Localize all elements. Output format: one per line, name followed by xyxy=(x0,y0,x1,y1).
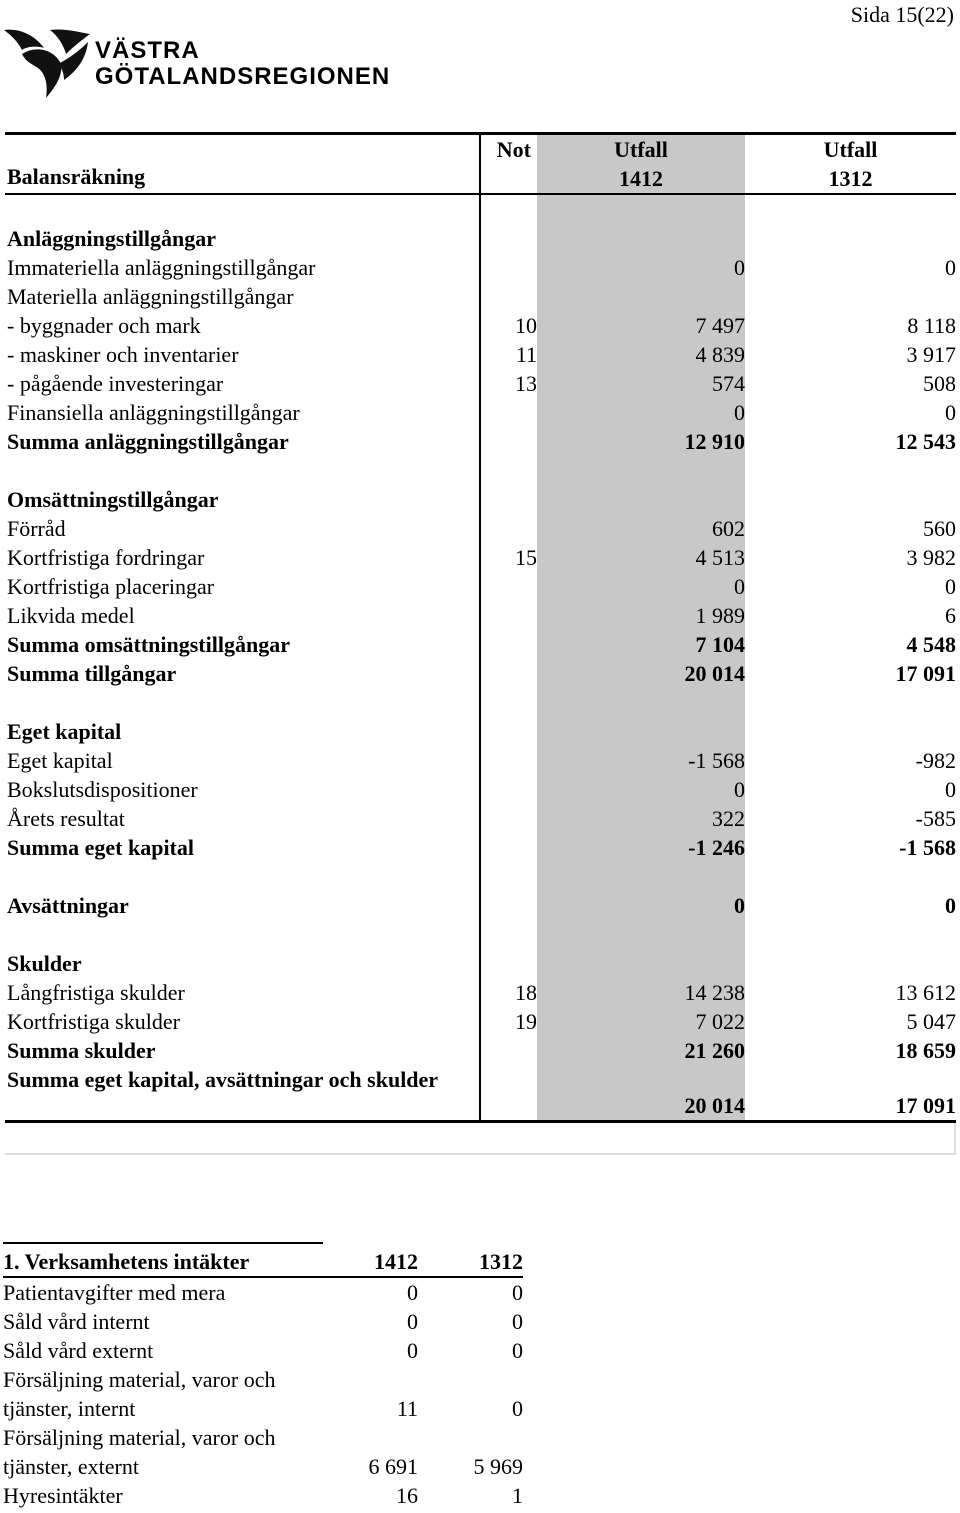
row-previous-value xyxy=(745,862,956,891)
row-note xyxy=(479,833,537,862)
note-row-label: Försäljning material, varor och tjänster, externt xyxy=(3,1425,276,1479)
row-previous-value: 3 917 xyxy=(906,342,956,367)
row-current-value: 4 839 xyxy=(537,340,745,369)
row-current-value: 14 238 xyxy=(537,978,745,1007)
note-row-label: Försäljning material, varor och tjänster, internt xyxy=(3,1367,276,1421)
row-current-value xyxy=(537,282,745,311)
row-label: Skulder xyxy=(7,951,82,976)
row-label: Immateriella anläggningstillgångar xyxy=(7,255,316,280)
row-previous-value xyxy=(745,485,956,514)
row-note xyxy=(479,456,537,485)
row-note: 18 xyxy=(479,978,537,1007)
row-previous-value xyxy=(745,224,956,253)
row-note xyxy=(479,601,537,630)
header-previous xyxy=(745,135,956,195)
row-current-value: -1 568 xyxy=(537,746,745,775)
row-label: Omsättningstillgångar xyxy=(7,487,219,512)
balance-spacer-row xyxy=(5,195,956,224)
row-label: - pågående investeringar xyxy=(7,371,224,396)
balance-sheet-table xyxy=(5,132,956,1155)
row-current-value: 7 022 xyxy=(537,1007,745,1036)
row-note xyxy=(479,717,537,746)
logo-line-1: VÄSTRA xyxy=(95,37,200,64)
note-row-label: Hyresintäkter xyxy=(3,1483,123,1508)
row-label xyxy=(5,456,479,485)
row-label: Likvida medel xyxy=(7,603,135,628)
row-previous-value: 0 xyxy=(945,255,956,280)
balance-row xyxy=(5,1007,956,1036)
row-current-value: 12 910 xyxy=(537,427,745,456)
row-current-value: 7 104 xyxy=(537,630,745,659)
row-label: Förråd xyxy=(7,516,66,541)
row-label: Summa eget kapital, avsättningar och skulder xyxy=(5,1065,479,1123)
row-previous-value xyxy=(745,456,956,485)
row-previous-value: 508 xyxy=(923,371,956,396)
row-note xyxy=(479,282,537,311)
row-previous-value: 6 xyxy=(945,603,956,628)
row-note xyxy=(479,398,537,427)
row-previous-value: 18 659 xyxy=(895,1038,956,1063)
row-current-value: 20 014 xyxy=(537,1065,745,1123)
page-number: Sida 15(22) xyxy=(850,2,954,27)
logo-line-2: GÖTALANDSREGIONEN xyxy=(95,63,391,90)
balance-row xyxy=(5,804,956,833)
row-current-value xyxy=(537,920,745,949)
row-label xyxy=(5,195,479,224)
balance-row xyxy=(5,253,956,282)
row-current-value: 0 xyxy=(537,891,745,920)
row-current-value: 4 513 xyxy=(537,543,745,572)
row-label: Eget kapital xyxy=(7,719,122,744)
row-current-value: -1 246 xyxy=(537,833,745,862)
balance-row xyxy=(5,978,956,1007)
row-note xyxy=(479,688,537,717)
balance-row xyxy=(5,891,956,920)
note-1-row xyxy=(3,1481,523,1510)
row-note xyxy=(479,659,537,688)
balance-row xyxy=(5,717,956,746)
row-label: Långfristiga skulder xyxy=(7,980,185,1005)
row-label: Årets resultat xyxy=(7,806,125,831)
row-label xyxy=(5,920,479,949)
row-note xyxy=(479,485,537,514)
row-current-value xyxy=(537,195,745,224)
row-previous-value xyxy=(745,195,956,224)
row-label xyxy=(5,862,479,891)
row-previous-value: 0 xyxy=(945,400,956,425)
balance-row xyxy=(5,833,956,862)
balance-sheet-title: Balansräkning xyxy=(5,135,479,195)
row-previous-value: 0 xyxy=(945,574,956,599)
balance-spacer-row xyxy=(5,920,956,949)
row-note xyxy=(479,514,537,543)
note-row-previous: 0 xyxy=(512,1338,523,1363)
balance-total-row xyxy=(5,1065,956,1123)
row-label: Kortfristiga skulder xyxy=(7,1009,180,1034)
balance-row xyxy=(5,659,956,688)
balance-row xyxy=(5,427,956,456)
row-label: Bokslutsdispositioner xyxy=(7,777,198,802)
balance-row xyxy=(5,572,956,601)
row-current-value xyxy=(537,485,745,514)
row-previous-value: 8 118 xyxy=(907,313,956,338)
note-row-previous: 0 xyxy=(512,1280,523,1305)
row-label: Eget kapital xyxy=(7,748,113,773)
note-row-current: 16 xyxy=(396,1483,418,1508)
note-1-title: 1. Verksamhetens intäkter xyxy=(3,1249,250,1274)
row-current-value xyxy=(537,862,745,891)
note-row-current: 0 xyxy=(407,1338,418,1363)
row-previous-value: 17 091 xyxy=(895,661,956,686)
balance-spacer-row xyxy=(5,862,956,891)
header-not xyxy=(479,135,537,195)
balance-sheet-header xyxy=(5,135,956,195)
logo-wordmark xyxy=(95,38,390,90)
header-not-label: Not xyxy=(496,137,531,162)
row-label: - maskiner och inventarier xyxy=(7,342,239,367)
row-previous-value: -585 xyxy=(915,806,956,831)
row-label: Summa omsättningstillgångar xyxy=(7,632,290,657)
balance-row xyxy=(5,630,956,659)
row-previous-value: 0 xyxy=(945,777,956,802)
note-1-col-current: 1412 xyxy=(374,1249,418,1274)
row-note xyxy=(479,891,537,920)
region-logo-icon xyxy=(0,24,92,108)
row-current-value: 0 xyxy=(537,572,745,601)
note-row-current: 11 xyxy=(396,1396,418,1421)
row-current-value: 602 xyxy=(537,514,745,543)
row-current-value: 322 xyxy=(537,804,745,833)
note-1-row xyxy=(3,1336,523,1365)
note-row-previous: 1 xyxy=(512,1483,523,1508)
row-current-value xyxy=(537,717,745,746)
row-current-value: 7 497 xyxy=(537,311,745,340)
row-label: Summa anläggningstillgångar xyxy=(7,429,289,454)
note-row-current: 0 xyxy=(407,1309,418,1334)
row-previous-value: 560 xyxy=(923,516,956,541)
balance-row xyxy=(5,543,956,572)
row-current-value: 0 xyxy=(537,398,745,427)
row-current-value: 0 xyxy=(537,775,745,804)
row-label: Avsättningar xyxy=(7,893,129,918)
region-logo xyxy=(0,24,390,108)
balance-row xyxy=(5,746,956,775)
row-note xyxy=(479,862,537,891)
row-note xyxy=(479,1065,537,1123)
row-previous-value: 4 548 xyxy=(906,632,956,657)
balance-row xyxy=(5,282,956,311)
row-note xyxy=(479,746,537,775)
row-current-value: 21 260 xyxy=(537,1036,745,1065)
note-1-row xyxy=(3,1365,523,1423)
row-note: 19 xyxy=(479,1007,537,1036)
row-label: Summa skulder xyxy=(7,1038,156,1063)
row-note xyxy=(479,920,537,949)
note-row-previous: 5 969 xyxy=(473,1454,523,1479)
note-1-row xyxy=(3,1423,523,1481)
row-note xyxy=(479,224,537,253)
row-previous-value: 13 612 xyxy=(895,980,956,1005)
row-note: 11 xyxy=(479,340,537,369)
row-previous-value xyxy=(745,282,956,311)
header-previous-line2: 1312 xyxy=(828,166,873,191)
row-note xyxy=(479,949,537,978)
row-previous-value: 5 047 xyxy=(906,1009,956,1034)
row-label: Summa eget kapital xyxy=(7,835,194,860)
row-note: 13 xyxy=(479,369,537,398)
header-current-line1: Utfall xyxy=(614,137,668,162)
balance-row xyxy=(5,1036,956,1065)
note-row-previous: 0 xyxy=(512,1396,523,1421)
note-1-header xyxy=(3,1247,523,1278)
row-previous-value: 12 543 xyxy=(895,429,956,454)
note-row-current: 0 xyxy=(407,1280,418,1305)
note-1-table xyxy=(3,1242,523,1510)
balance-row xyxy=(5,311,956,340)
note-top-rule xyxy=(3,1242,323,1244)
row-current-value xyxy=(537,949,745,978)
header-current xyxy=(537,135,745,195)
row-previous-value: -1 568 xyxy=(899,835,956,860)
row-note: 15 xyxy=(479,543,537,572)
balance-row xyxy=(5,775,956,804)
balance-row xyxy=(5,601,956,630)
row-label: - byggnader och mark xyxy=(7,313,201,338)
row-previous-value xyxy=(745,717,956,746)
balance-spacer-row xyxy=(5,456,956,485)
row-previous-value: 17 091 xyxy=(745,1065,956,1123)
row-current-value: 574 xyxy=(537,369,745,398)
row-label: Kortfristiga fordringar xyxy=(7,545,205,570)
balance-row xyxy=(5,949,956,978)
row-label: Anläggningstillgångar xyxy=(7,226,217,251)
row-previous-value: 0 xyxy=(945,893,956,918)
row-note xyxy=(479,427,537,456)
row-label: Summa tillgångar xyxy=(7,661,177,686)
balance-spacer-row xyxy=(5,688,956,717)
row-label: Kortfristiga placeringar xyxy=(7,574,215,599)
note-row-label: Patientavgifter med mera xyxy=(3,1280,226,1305)
row-previous-value: -982 xyxy=(915,748,956,773)
row-current-value: 1 989 xyxy=(537,601,745,630)
row-note xyxy=(479,1036,537,1065)
row-current-value: 20 014 xyxy=(537,659,745,688)
balance-row xyxy=(5,369,956,398)
note-row-label: Såld vård internt xyxy=(3,1309,150,1334)
note-1-row xyxy=(3,1278,523,1307)
row-previous-value xyxy=(745,688,956,717)
row-note xyxy=(479,775,537,804)
balance-row xyxy=(5,340,956,369)
row-note xyxy=(479,253,537,282)
header-previous-line1: Utfall xyxy=(823,137,878,162)
row-current-value: 0 xyxy=(537,253,745,282)
note-row-current: 6 691 xyxy=(368,1454,418,1479)
row-previous-value xyxy=(745,920,956,949)
row-current-value xyxy=(537,688,745,717)
note-row-label: Såld vård externt xyxy=(3,1338,154,1363)
note-1-body xyxy=(3,1278,523,1510)
row-current-value xyxy=(537,224,745,253)
balance-row xyxy=(5,514,956,543)
balance-sheet-body xyxy=(5,195,956,1065)
table-trailer xyxy=(5,1123,956,1155)
balance-row xyxy=(5,224,956,253)
row-label: Materiella anläggningstillgångar xyxy=(7,284,294,309)
note-1-col-previous: 1312 xyxy=(479,1249,523,1274)
row-label: Finansiella anläggningstillgångar xyxy=(7,400,300,425)
header-current-line2: 1412 xyxy=(619,166,663,191)
row-previous-value: 3 982 xyxy=(906,545,956,570)
row-label xyxy=(5,688,479,717)
row-note xyxy=(479,195,537,224)
balance-row xyxy=(5,485,956,514)
row-note xyxy=(479,630,537,659)
balance-row xyxy=(5,398,956,427)
row-previous-value xyxy=(745,949,956,978)
note-row-previous: 0 xyxy=(512,1309,523,1334)
note-1-row xyxy=(3,1307,523,1336)
row-current-value xyxy=(537,456,745,485)
row-note xyxy=(479,572,537,601)
row-note xyxy=(479,804,537,833)
row-note: 10 xyxy=(479,311,537,340)
